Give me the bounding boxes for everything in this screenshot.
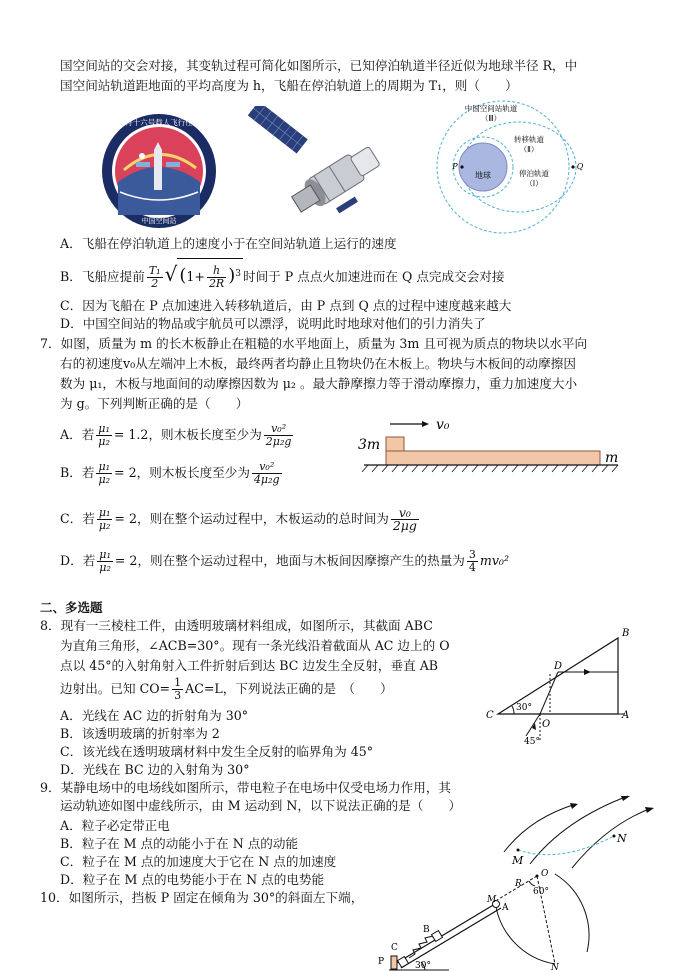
incline-slope-angle: 30° — [415, 961, 431, 971]
fig-board — [386, 451, 600, 465]
q10-line1: 10．如图所示，挡板 P 固定在倾角为 30°的斜面左下端， — [40, 890, 364, 905]
q9-option-c: C．粒子在 M 点的加速度大于它在 N 点的加速度 — [60, 854, 337, 869]
incline-label-a: A — [502, 903, 509, 913]
prism-angle-c: 30° — [516, 703, 532, 713]
label-station-orbit-num: （Ⅲ） — [480, 114, 502, 123]
incline-label-r: R — [515, 879, 522, 889]
incline-label-p: P — [378, 957, 385, 967]
q8-option-a: A．光线在 AC 边的折射角为 30° — [60, 708, 249, 723]
q6-intro-line1: 国空间站的交会对接，其变轨过程可简化如图所示，已知停泊轨道半径近似为地球半径 R，中 — [60, 58, 578, 73]
fig-v0-label: v₀ — [436, 417, 450, 433]
incline-label-m: M — [487, 895, 497, 905]
badge-text-bottom: 中国空间站 — [141, 217, 177, 225]
section-title: 二、多选题 — [40, 600, 103, 615]
fig-3m-label: 3m — [358, 437, 381, 453]
q9-option-a: A．粒子必定带正电 — [60, 818, 170, 833]
q8-line3: 点以 45°的入射角射入工件折射后到达 BC 边发生全反射，垂直 AB — [60, 658, 439, 673]
q6-intro-line2: 国空间站轨道距地面的平均高度为 h，飞船在停泊轨道上的周期为 T₁，则（ ） — [60, 78, 518, 93]
q6-option-b: B．飞船应提前 $\frac{\text{T₁}}{2}$ √ (1+ $\frac{h}{2R}$ )$^3$ 时间于 P 点点火加速进而在 Q 点完成交会对接 — [60, 258, 504, 292]
q8-line4: 边射出。已知 CO= $\frac{1}{3}$ AC=L，下列说法正确的是 （ ） — [60, 676, 393, 702]
q7-line3: 数为 μ₁，木板与地面间的动摩擦因数为 μ₂ 。最大静摩擦力等于滑动摩擦力，重力加速度大小 — [60, 376, 578, 391]
orbit-diagram — [425, 98, 585, 240]
mission-badge-image — [100, 112, 218, 230]
incline-label-n: N — [551, 963, 559, 971]
q7-line2: 右的初速度v₀从左端冲上木板，最终两者均静止且物块仍在木板上。物块与木板间的动摩擦因 — [60, 356, 576, 371]
prism-angle-in: 45° — [524, 737, 540, 746]
q7-line1: 7．如图，质量为 m 的长木板静止在粗糙的水平地面上，质量为 3m 且可视为质点的物块以水平向 — [40, 336, 588, 351]
q6-option-d: D．中国空间站的物品或宇航员可以漂浮，说明此时地球对他们的引力消失了 — [60, 316, 486, 331]
label-parking-orbit: 停泊轨道 — [519, 169, 549, 178]
badge-text-top: 神舟十六号载人飞行任务 — [117, 118, 201, 127]
q8-option-c: C．该光线在透明玻璃材料中发生全反射的临界角为 45° — [60, 744, 374, 759]
incline-label-c: C — [391, 943, 398, 953]
field-lines-figure — [500, 790, 660, 870]
field-label-m: M — [512, 854, 524, 867]
q7-line4: 为 g。下列判断正确的是（ ） — [60, 396, 249, 411]
fig-block — [386, 437, 404, 451]
q9-line2: 运动轨迹如图中虚线所示，由 M 运动到 N，以下说法正确的是（ ） — [60, 798, 462, 813]
spacecraft-image — [240, 106, 400, 231]
q8-line1: 8．现有一三棱柱工件，由透明玻璃材料组成，如图所示，其截面 ABC — [40, 618, 433, 633]
q6-option-b-frac: $\frac{\text{T₁}}{2}$ — [148, 264, 161, 291]
q8-line2: 为直角三角形，∠ACB=30°。现有一条光线沿着截面从 AC 边上的 O — [60, 638, 450, 653]
incline-angle: 60° — [533, 887, 549, 897]
prism-label-a: A — [622, 710, 630, 721]
q8-option-d: D．光线在 BC 边的入射角为 30° — [60, 762, 250, 777]
fig-m-label: m — [605, 450, 619, 466]
q6-option-b-pre: B．飞船应提前 — [60, 269, 145, 285]
prism-figure — [480, 624, 640, 746]
q7-option-b: B．若 $\frac{\text{μ₁}}{\text{μ₂}}$ = 2，则木板长度至少为 $\frac{\text{v₀²}}{\text{4μ₂g}}$ — [60, 460, 280, 486]
q9-option-b: B．粒子在 M 点的动能小于在 N 点的动能 — [60, 836, 299, 851]
prism-label-b: B — [622, 628, 630, 639]
q6-option-a: A．飞船在停泊轨道上的速度小于在空间站轨道上运行的速度 — [60, 236, 397, 251]
label-transfer-orbit: 转移轨道 — [514, 135, 544, 144]
q7-option-a: A．若 $\frac{\text{μ₁}}{\text{μ₂}}$ = 1.2，则木板长度至少为 $\frac{\text{v₀²}}{\text{2μ₂g}}$ — [60, 422, 292, 448]
q9-line1: 9．某静电场中的电场线如图所示，带电粒子在电场中仅受电场力作用，其 — [40, 780, 452, 795]
q6-option-b-post: 时间于 P 点点火加速进而在 Q 点完成交会对接 — [242, 269, 505, 285]
label-earth: 地球 — [475, 171, 491, 180]
q9-option-d: D．粒子在 M 点的电势能小于在 N 点的电势能 — [60, 872, 325, 887]
prism-label-c: C — [486, 710, 494, 721]
prism-label-o: O — [542, 719, 551, 730]
field-label-n: N — [617, 832, 627, 845]
q6-option-c: C．因为飞船在 P 点加速进入转移轨道后，由 P 点到 Q 点的过程中速度越来越大 — [60, 298, 512, 313]
label-parking-orbit-num: （Ⅰ） — [525, 179, 543, 188]
incline-label-b: B — [423, 925, 430, 935]
q7-option-c: C．若 $\frac{\text{μ₁}}{\text{μ₂}}$ = 2，则在整个运动过程中，木板运动的总时间为 $\frac{\text{v₀}}{2\mu g}$ — [60, 505, 417, 533]
block-board-figure — [350, 412, 630, 478]
q7-option-d: D．若 $\frac{\text{μ₁}}{\text{μ₂}}$ = 2，则在整个运动过程中，地面与木板间因摩擦产生的热量为 $\frac{3}{4}$ mv₀² — [60, 548, 510, 574]
label-q: Q — [576, 162, 584, 171]
incline-label-o: O — [541, 869, 549, 879]
label-station-orbit: 中国空间站轨道 — [464, 104, 518, 113]
prism-label-d: D — [554, 661, 563, 672]
incline-figure — [375, 864, 615, 971]
q8-option-b: B．该透明玻璃的折射率为 2 — [60, 726, 220, 741]
q6-option-b-inner: 1+ — [186, 269, 205, 285]
label-transfer-orbit-num: （Ⅱ） — [519, 145, 539, 154]
label-p: P — [452, 162, 458, 171]
